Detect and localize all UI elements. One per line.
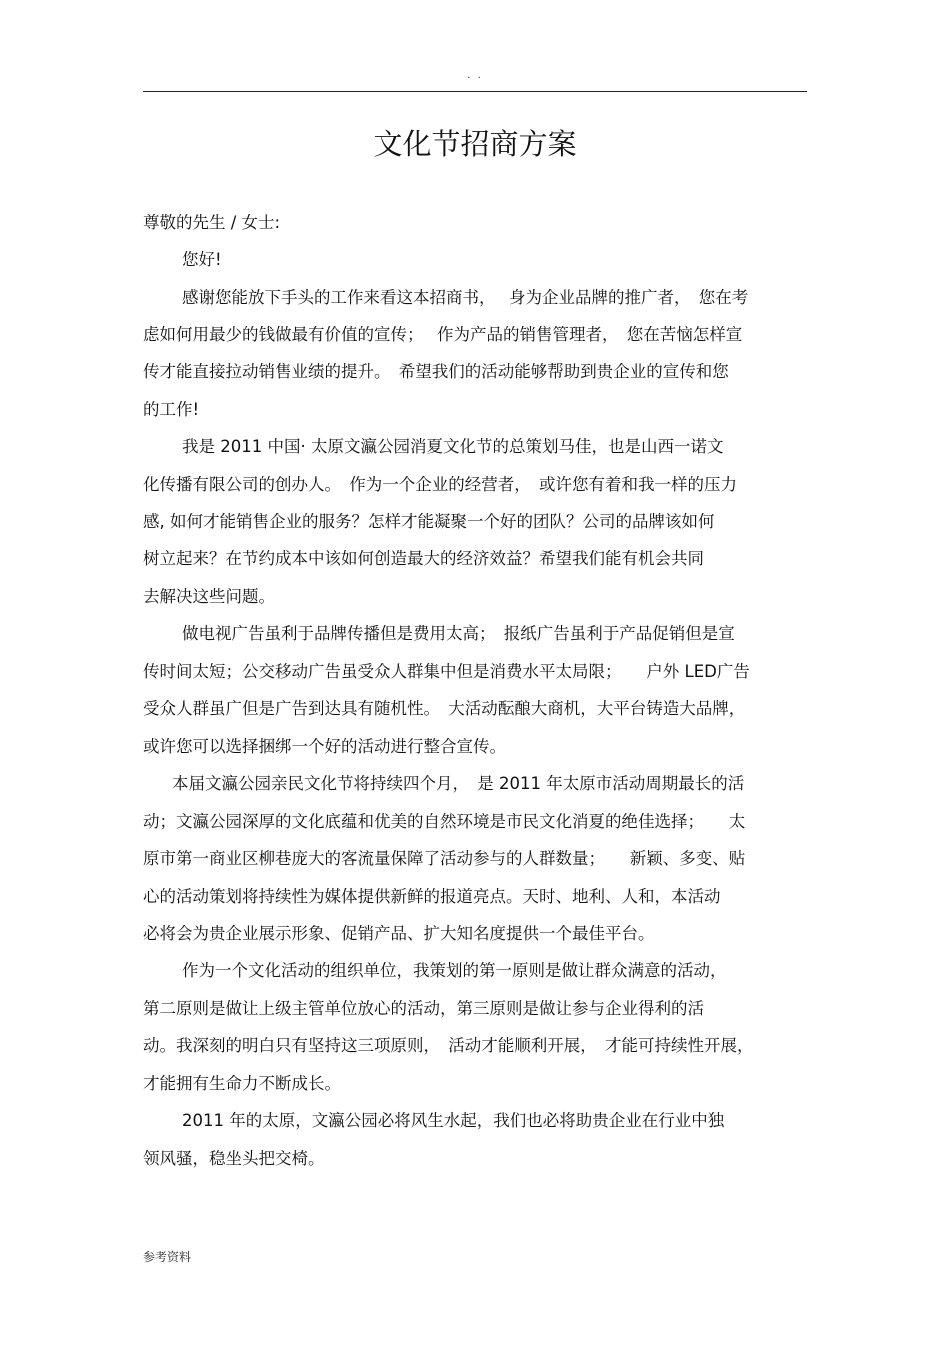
- body-line: 2011 年的太原，文瀛公园必将风生水起，我们也必将助贵企业在行业中独: [182, 1111, 725, 1130]
- body-line: 原市第一商业区柳巷庞大的客流量保障了活动参与的人群数量； 新颖、多变、贴: [143, 849, 746, 868]
- body-line: 必将会为贵企业展示形象、促销产品、扩大知名度提供一个最佳平台。: [143, 924, 655, 943]
- body-line: 作为一个文化活动的组织单位，我策划的第一原则是做让群众满意的活动，: [182, 961, 727, 980]
- body-line: 领风骚，稳坐头把交椅。: [143, 1149, 325, 1168]
- header-mark: . .: [467, 70, 483, 81]
- salutation: 尊敬的先生 / 女士:: [143, 213, 281, 232]
- body-line: 心的活动策划将持续性为媒体提供新鲜的报道亮点。天时、地利、人和，本活动: [143, 887, 721, 906]
- document-title: 文化节招商方案: [373, 127, 577, 161]
- body-line: 去解决这些问题。: [143, 587, 275, 606]
- body-line: 本届文瀛公园亲民文化节将持续四个月， 是 2011 年太原市活动周期最长的活: [172, 774, 745, 793]
- body-line: 受众人群虽广但是广告到达具有随机性。 大活动酝酿大商机，大平台铸造大品牌，: [143, 699, 746, 718]
- body-line: 虑如何用最少的钱做最有价值的宣传； 作为产品的销售管理者， 您在苦恼怎样宣: [143, 325, 743, 344]
- body-line: 传时间太短；公交移动广告虽受众人群集中但是消费水平太局限； 户外 LED广告: [143, 662, 750, 681]
- body-line: 或许您可以选择捆绑一个好的活动进行整合宣传。: [143, 737, 506, 756]
- footer-note: 参考资料: [143, 1250, 192, 1264]
- body-line: 的工作!: [143, 400, 200, 419]
- header-rule: [143, 91, 807, 92]
- body-line: 动；文瀛公园深厚的文化底蕴和优美的自然环境是市民文化消夏的绝佳选择； 太: [143, 812, 746, 831]
- body-line: 动。我深刻的明白只有坚持这三项原则， 活动才能顺利开展， 才能可持续性开展，: [143, 1036, 754, 1055]
- body-line: 做电视广告虽利于品牌传播但是费用太高； 报纸广告虽利于产品促销但是宣: [182, 624, 735, 643]
- body-line: 感, 如何才能销售企业的服务？怎样才能凝聚一个好的团队？公司的品牌该如何: [143, 512, 715, 531]
- body-line: 才能拥有生命力不断成长。: [143, 1074, 341, 1093]
- body-line: 树立起来？在节约成本中该如何创造最大的经济效益？希望我们能有机会共同: [143, 549, 704, 568]
- body-line: 第二原则是做让上级主管单位放心的活动，第三原则是做让参与企业得利的活: [143, 999, 704, 1018]
- body-line: 化传播有限公司的创办人。 作为一个企业的经营者， 或许您有着和我一样的压力: [143, 475, 737, 494]
- body-line: 我是 2011 中国· 太原文瀛公园消夏文化节的总策划马佳，也是山西一诺文: [182, 437, 724, 456]
- body-line: 感谢您能放下手头的工作来看这本招商书， 身为企业品牌的推广者， 您在考: [182, 288, 749, 307]
- body-line: 传才能直接拉动销售业绩的提升。 希望我们的活动能够帮助到贵企业的宣传和您: [143, 362, 729, 381]
- greeting: 您好!: [182, 250, 222, 269]
